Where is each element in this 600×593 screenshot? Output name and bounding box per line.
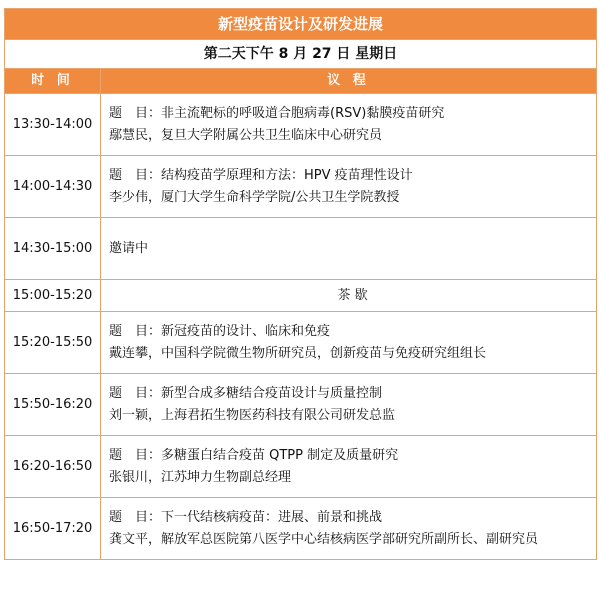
table-row [5, 280, 597, 312]
table-row [5, 218, 597, 280]
row-single: 邀请中 [109, 240, 149, 256]
session-date: 第二天下午 8 月 27 日 星期日 [5, 40, 597, 69]
row-agenda [101, 374, 597, 436]
row-agenda [101, 156, 597, 218]
row-time: 14:00-14:30 [5, 156, 101, 218]
row-topic: 题 目：多糖蛋白结合疫苗 QTPP 制定及质量研究 [109, 447, 399, 463]
row-break: 茶 歇 [101, 280, 597, 312]
row-speaker: 龚文平，解放军总医院第八医学中心结核病医学部研究所副所长、副研究员 [109, 531, 539, 547]
session-title: 新型疫苗设计及研发进展 [5, 9, 597, 40]
row-time: 16:20-16:50 [5, 436, 101, 498]
table-row [5, 94, 597, 156]
row-speaker: 鄢慧民，复旦大学附属公共卫生临床中心研究员 [109, 127, 383, 143]
row-agenda [101, 94, 597, 156]
table-row [5, 374, 597, 436]
table-row [5, 498, 597, 560]
row-agenda [101, 312, 597, 374]
table-row [5, 156, 597, 218]
row-agenda [101, 436, 597, 498]
row-time: 15:50-16:20 [5, 374, 101, 436]
row-time: 14:30-15:00 [5, 218, 101, 280]
agenda-table [4, 8, 597, 560]
column-header-time: 时 间 [5, 69, 101, 94]
row-speaker: 戴连攀，中国科学院微生物所研究员，创新疫苗与免疫研究组组长 [109, 345, 487, 361]
row-speaker: 李少伟，厦门大学生命科学学院/公共卫生学院教授 [109, 189, 400, 205]
agenda-document [4, 8, 596, 560]
row-topic: 题 目：新冠疫苗的设计、临床和免疫 [109, 323, 331, 339]
row-time: 13:30-14:00 [5, 94, 101, 156]
row-time: 15:20-15:50 [5, 312, 101, 374]
row-topic: 题 目：新型合成多糖结合疫苗设计与质量控制 [109, 385, 383, 401]
column-header-agenda: 议 程 [101, 69, 597, 94]
table-row [5, 312, 597, 374]
row-agenda [101, 218, 597, 280]
row-topic: 题 目：下一代结核病疫苗：进展、前景和挑战 [109, 509, 383, 525]
row-topic: 题 目：结构疫苗学原理和方法：HPV 疫苗理性设计 [109, 167, 413, 183]
row-time: 15:00-15:20 [5, 280, 101, 312]
row-agenda [101, 498, 597, 560]
row-speaker: 刘一颖，上海君拓生物医药科技有限公司研发总监 [109, 407, 396, 423]
row-topic: 题 目：非主流靶标的呼吸道合胞病毒(RSV)黏膜疫苗研究 [109, 105, 445, 121]
row-speaker: 张银川，江苏坤力生物副总经理 [109, 469, 292, 485]
table-row [5, 436, 597, 498]
row-time: 16:50-17:20 [5, 498, 101, 560]
